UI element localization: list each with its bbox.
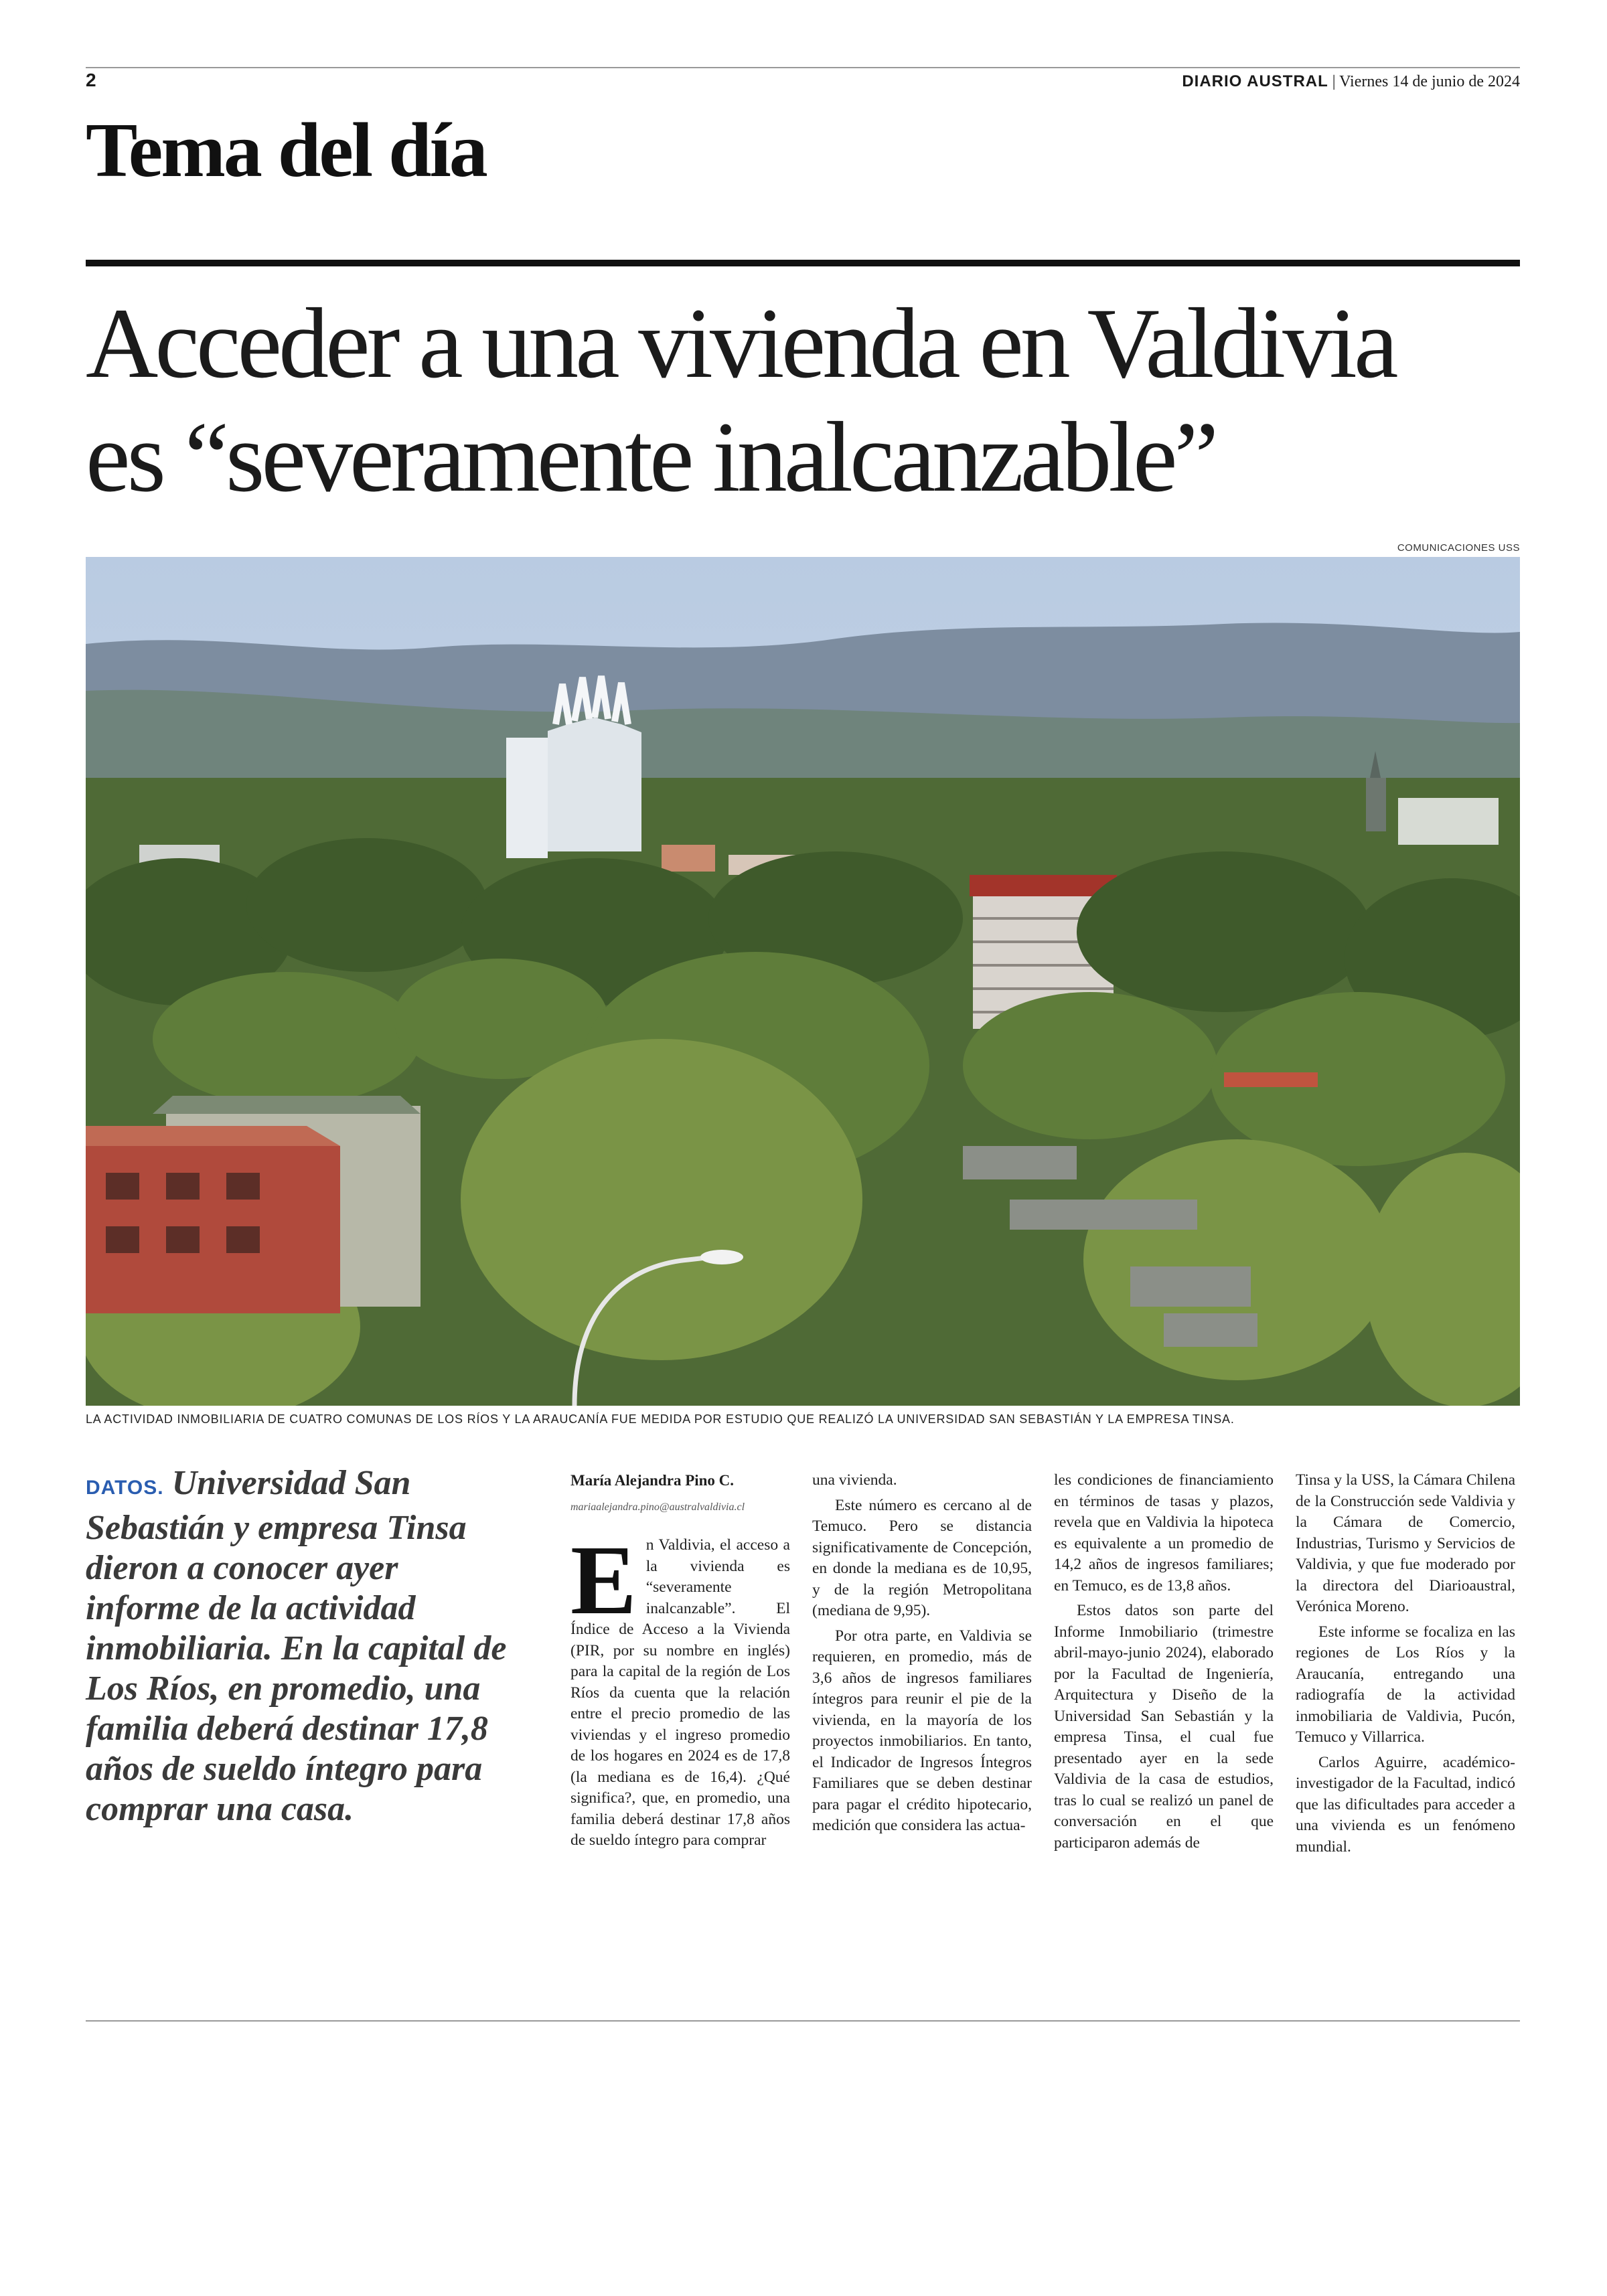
headline (86, 286, 1532, 514)
headline-rule (86, 260, 1520, 266)
paragraph: les condiciones de financiamiento en términos de tasas y plazos, revela que en Valdivia la hipoteca es equivalente a un promedio de 14,2 años de ingresos familiares; en Temuco, es de 13,8 años. (1054, 1471, 1274, 1594)
paragraph: Este informe se focaliza en las regiones de Los Ríos y la Araucanía, entregando una radiografía de la actividad inmobiliaria de Valdivia, Pucón, Temuco y Villarrica. (1296, 1623, 1515, 1746)
paragraph: una vivienda. (812, 1471, 897, 1489)
drop-cap: E (570, 1526, 637, 1635)
publication-separator: | (1328, 73, 1340, 90)
paragraph: Tinsa y la USS, la Cámara Chilena de la Construcción sede Valdivia y la Cámara de Comercio, Industrias, Turismo y Servicios de Valdivia, y que fue moderado por la directora del Diarioaustral, Verónica Moreno. (1296, 1471, 1515, 1615)
photo-credit: COMUNICACIONES USS (1397, 542, 1520, 554)
article-column-4 (1296, 1470, 1515, 1858)
lede-text: Universidad San Sebastián y empresa Tinsa dieron a conocer ayer informe de la actividad inmobiliaria. En la capital de Los Ríos, en promedio, una familia deberá destinar 17,8 años de sueldo íntegro para comprar una casa. (86, 1464, 507, 1828)
article-column-3 (1054, 1470, 1274, 1854)
article-photo (86, 557, 1520, 1406)
bottom-rule (86, 2020, 1520, 2022)
lede (86, 1463, 514, 1829)
paragraph: Por otra parte, en Valdivia se requieren, en promedio, más de 3,6 años de ingresos familiares íntegros para reunir el pie de la vivienda, en la mayoría de los proyectos inmobiliarios. En tanto, el Indicador de Ingresos Íntegros Familiares que se deben destinar para pagar el crédito hipotecario, medición que considera las actua- (812, 1627, 1032, 1834)
paragraph: Este número es cercano al de Temuco. Pero se distancia significativamente de Concepción, en donde la mediana es de 10,95, y de la región Metropolitana (mediana de 9,95). (812, 1496, 1032, 1619)
paragraph: Estos datos son parte del Informe Inmobiliario (trimestre abril-mayo-junio 2024), elaborado por la Facultad de Ingeniería, Arquitectura y Diseño de la Universidad San Sebastián y la empresa Tinsa, el cual fue presentado ayer en la sede Valdivia de la casa de estudios, tras lo cual se realizó un panel de conversación en el que participaron además de (1054, 1602, 1274, 1852)
lede-kicker: DATOS. (86, 1477, 164, 1499)
top-rule (86, 67, 1520, 68)
section-title: Tema del día (86, 108, 486, 193)
page-number: 2 (86, 70, 96, 90)
headline-line-1: Acceder a una vivienda en Valdivia (86, 288, 1395, 399)
byline: María Alejandra Pino C. (570, 1472, 735, 1489)
byline-email: mariaalejandra.pino@australvaldivia.cl (570, 1501, 745, 1513)
paragraph-text: n Valdivia, el acceso a la vivienda es “severamente inalcanzable”. El Índice de Acceso a la Vivienda (PIR, por su nombre en inglés) para la capital de la región de Los Ríos da cuenta que la relación entre el precio promedio de las viviendas y el ingreso promedio de los hogares en 2024 es de 17,8 (la mediana es de 16,4). ¿Qué significa?, que, en promedio, una familia deberá destinar 17,8 años de sueldo íntegro para comprar (570, 1536, 790, 1849)
publication-info (1182, 72, 1520, 91)
publication-date: Viernes 14 de junio de 2024 (1339, 73, 1520, 90)
article-column-2 (812, 1470, 1032, 1837)
headline-line-2: es “severamente inalcanzable” (86, 402, 1216, 513)
paragraph (570, 1526, 790, 1852)
photo-caption: LA ACTIVIDAD INMOBILIARIA DE CUATRO COMUNAS DE LOS RÍOS Y LA ARAUCANÍA FUE MEDIDA POR ESTUDIO QUE REALIZÓ LA UNIVERSIDAD SAN SEBASTIÁN Y LA EMPRESA TINSA. (86, 1412, 1235, 1426)
paragraph: Carlos Aguirre, académico-investigador de la Facultad, indicó que las dificultades para acceder a una vivienda es un fenómeno mundial. (1296, 1753, 1515, 1856)
article-column-1 (570, 1470, 790, 1852)
publication-name: DIARIO AUSTRAL (1182, 72, 1328, 90)
